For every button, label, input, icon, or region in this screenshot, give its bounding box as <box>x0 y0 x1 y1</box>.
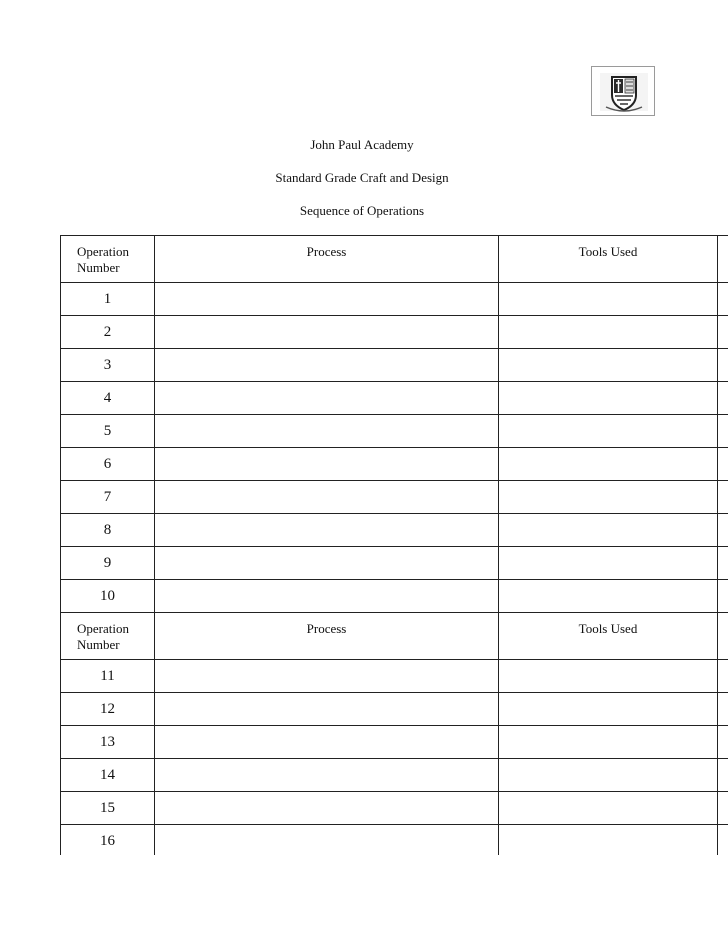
process-cell[interactable] <box>155 514 499 547</box>
process-cell[interactable] <box>155 415 499 448</box>
operation-number-header-text: Operation Number <box>77 621 129 652</box>
operation-number: 14 <box>100 767 115 783</box>
process-cell[interactable] <box>155 349 499 382</box>
process-cell[interactable] <box>155 693 499 726</box>
extra-cell[interactable] <box>718 283 728 316</box>
operation-row <box>61 726 728 759</box>
operation-number-cell <box>61 825 155 856</box>
operation-row <box>61 792 728 825</box>
tools-used-header-text: Tools Used <box>578 621 638 636</box>
extra-cell[interactable] <box>718 726 728 759</box>
extra-cell[interactable] <box>718 481 728 514</box>
operation-row <box>61 349 728 382</box>
operation-number: 7 <box>103 489 112 505</box>
tools-used-cell[interactable] <box>499 382 718 415</box>
tools-used-cell[interactable] <box>499 726 718 759</box>
extra-column-header <box>718 613 728 660</box>
operation-number-cell <box>61 693 155 726</box>
operation-number-cell <box>61 792 155 825</box>
operation-number: 10 <box>100 588 115 604</box>
extra-cell[interactable] <box>718 448 728 481</box>
extra-cell[interactable] <box>718 693 728 726</box>
operation-number-cell <box>61 283 155 316</box>
operation-row <box>61 382 728 415</box>
operation-number-cell <box>61 514 155 547</box>
operation-number: 1 <box>103 291 112 307</box>
process-cell[interactable] <box>155 481 499 514</box>
operation-number-header-text: Operation Number <box>77 244 129 275</box>
operation-row <box>61 316 728 349</box>
tools-used-cell[interactable] <box>499 693 718 726</box>
process-cell[interactable] <box>155 660 499 693</box>
process-cell[interactable] <box>155 316 499 349</box>
tools-used-cell[interactable] <box>499 415 718 448</box>
operation-number: 3 <box>103 357 112 373</box>
operation-number-cell <box>61 660 155 693</box>
operations-table <box>60 235 728 855</box>
course-title: Standard Grade Craft and Design <box>275 170 449 185</box>
table-header-row <box>61 613 728 660</box>
document-title: Sequence of Operations <box>299 203 425 218</box>
operation-number: 2 <box>103 324 112 340</box>
operations-table-container <box>60 235 728 855</box>
tools-used-cell[interactable] <box>499 547 718 580</box>
tools-used-cell[interactable] <box>499 759 718 792</box>
operation-number-cell <box>61 481 155 514</box>
process-header <box>155 236 499 283</box>
operation-number: 4 <box>103 390 112 406</box>
process-cell[interactable] <box>155 283 499 316</box>
tools-used-cell[interactable] <box>499 316 718 349</box>
extra-cell[interactable] <box>718 825 728 856</box>
extra-cell[interactable] <box>718 382 728 415</box>
tools-used-cell[interactable] <box>499 283 718 316</box>
process-cell[interactable] <box>155 825 499 856</box>
process-cell[interactable] <box>155 792 499 825</box>
extra-cell[interactable] <box>718 514 728 547</box>
operation-number-cell <box>61 415 155 448</box>
operation-number: 6 <box>103 456 112 472</box>
table-header-row <box>61 236 728 283</box>
extra-cell[interactable] <box>718 580 728 613</box>
tools-used-cell[interactable] <box>499 349 718 382</box>
operation-row <box>61 825 728 856</box>
operation-number: 16 <box>100 833 115 849</box>
school-crest-icon <box>592 67 656 117</box>
operation-row <box>61 759 728 792</box>
extra-cell[interactable] <box>718 349 728 382</box>
operation-row <box>61 415 728 448</box>
tools-used-cell[interactable] <box>499 481 718 514</box>
operation-number-cell <box>61 580 155 613</box>
tools-used-cell[interactable] <box>499 514 718 547</box>
operation-row <box>61 448 728 481</box>
extra-cell[interactable] <box>718 415 728 448</box>
tools-used-cell[interactable] <box>499 448 718 481</box>
operation-number: 5 <box>103 423 112 439</box>
school-crest-logo <box>591 66 655 116</box>
tools-used-cell[interactable] <box>499 660 718 693</box>
operation-number-cell <box>61 726 155 759</box>
operation-number-cell <box>61 349 155 382</box>
operation-row <box>61 481 728 514</box>
extra-cell[interactable] <box>718 759 728 792</box>
operation-row <box>61 580 728 613</box>
operation-number-cell <box>61 547 155 580</box>
extra-cell[interactable] <box>718 792 728 825</box>
extra-column-header <box>718 236 728 283</box>
operation-number-header <box>61 613 155 660</box>
tools-used-header-text: Tools Used <box>578 244 638 259</box>
operation-number-cell <box>61 759 155 792</box>
process-header-text: Process <box>306 621 347 636</box>
tools-used-header <box>499 613 718 660</box>
operation-row <box>61 283 728 316</box>
process-cell[interactable] <box>155 580 499 613</box>
process-header <box>155 613 499 660</box>
operation-number: 12 <box>100 701 115 717</box>
process-header-text: Process <box>306 244 347 259</box>
operation-number-header <box>61 236 155 283</box>
operation-number: 9 <box>103 555 112 571</box>
tools-used-cell[interactable] <box>499 792 718 825</box>
extra-cell[interactable] <box>718 316 728 349</box>
tools-used-cell[interactable] <box>499 580 718 613</box>
process-cell[interactable] <box>155 547 499 580</box>
operation-number: 11 <box>100 668 115 684</box>
extra-cell[interactable] <box>718 547 728 580</box>
process-cell[interactable] <box>155 726 499 759</box>
process-cell[interactable] <box>155 382 499 415</box>
operation-row <box>61 693 728 726</box>
operation-number: 8 <box>103 522 112 538</box>
process-cell[interactable] <box>155 448 499 481</box>
operation-row <box>61 660 728 693</box>
process-cell[interactable] <box>155 759 499 792</box>
school-name: John Paul Academy <box>310 137 414 152</box>
tools-used-cell[interactable] <box>499 825 718 856</box>
tools-used-header <box>499 236 718 283</box>
operation-number-cell <box>61 382 155 415</box>
operation-number: 13 <box>100 734 115 750</box>
operation-row <box>61 547 728 580</box>
extra-cell[interactable] <box>718 660 728 693</box>
operation-number: 15 <box>100 800 115 816</box>
operation-row <box>61 514 728 547</box>
operation-number-cell <box>61 316 155 349</box>
operation-number-cell <box>61 448 155 481</box>
